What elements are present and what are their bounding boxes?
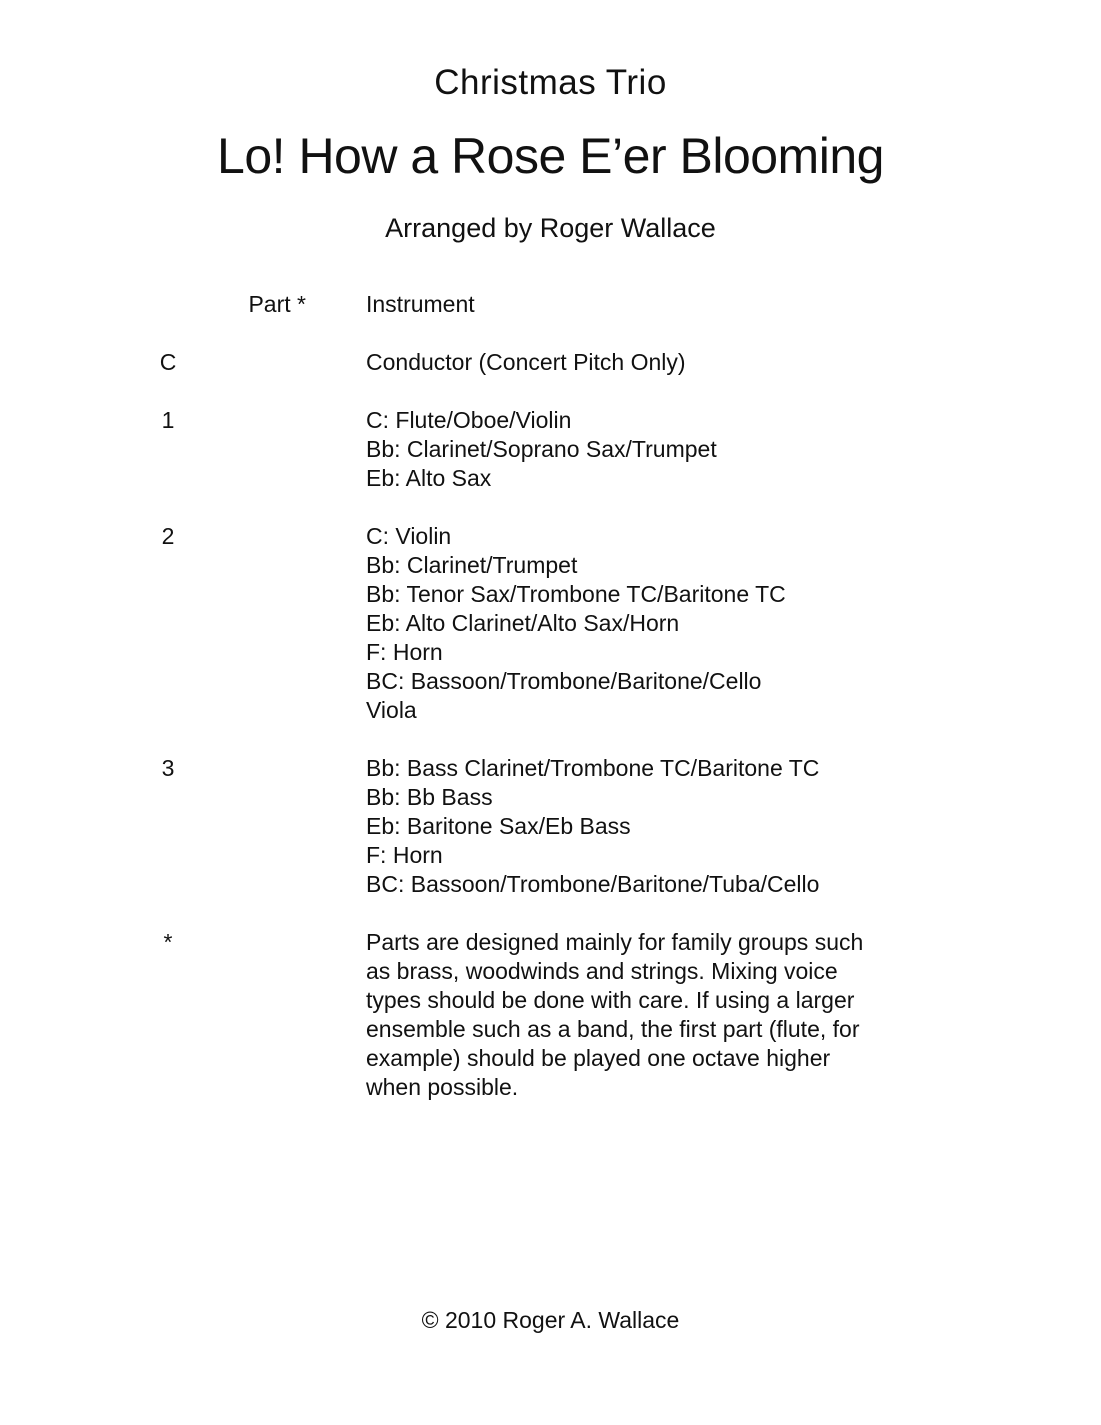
- instrument-list: [336, 754, 866, 899]
- instrument-list: [336, 406, 866, 493]
- parts-table-rows: [0, 348, 1101, 899]
- part-number: 3: [161, 755, 175, 781]
- instrument-line: F: Horn: [366, 842, 443, 868]
- copyright-notice: © 2010 Roger A. Wallace: [421, 1307, 680, 1333]
- piece-title: Lo! How a Rose E’er Blooming: [217, 128, 884, 184]
- parts-table-header: [0, 290, 1101, 319]
- note-marker: *: [163, 929, 173, 955]
- part-row: [0, 348, 1101, 377]
- instrument-list: [336, 522, 866, 725]
- instrument-line: Bb: Bb Bass: [366, 784, 493, 810]
- note-text: Parts are designed mainly for family groups such as brass, woodwinds and strings. Mixing voice types should be done with care. If using a larger ensemble such as a band, the first part (flute, for example) should be played one octave higher when possible.: [366, 929, 864, 1100]
- instrument-line: Eb: Alto Clarinet/Alto Sax/Horn: [366, 610, 680, 636]
- part-row: [0, 754, 1101, 899]
- parts-note: [0, 928, 1101, 1102]
- instrument-line: F: Horn: [366, 639, 443, 665]
- instrument-line: Bb: Clarinet/Soprano Sax/Trumpet: [366, 436, 717, 462]
- instrument-line: BC: Bassoon/Trombone/Baritone/Cello: [366, 668, 762, 694]
- instrument-line: C: Flute/Oboe/Violin: [366, 407, 572, 433]
- instrument-line: Bb: Tenor Sax/Trombone TC/Baritone TC: [366, 581, 786, 607]
- part-number: 2: [161, 523, 175, 549]
- instrument-line: Eb: Baritone Sax/Eb Bass: [366, 813, 631, 839]
- instrument-line: Bb: Clarinet/Trumpet: [366, 552, 578, 578]
- instrument-line: Bb: Bass Clarinet/Trombone TC/Baritone TC: [366, 755, 820, 781]
- instrument-line: Conductor (Concert Pitch Only): [366, 349, 686, 375]
- parts-table: [0, 290, 1101, 1131]
- instrument-line: C: Violin: [366, 523, 452, 549]
- part-row: [0, 522, 1101, 725]
- series-title: Christmas Trio: [434, 63, 667, 102]
- part-column-header: Part *: [248, 291, 306, 317]
- instrument-line: BC: Bassoon/Trombone/Baritone/Tuba/Cello: [366, 871, 820, 897]
- instrument-column-header: Instrument: [366, 291, 475, 317]
- part-number: 1: [161, 407, 175, 433]
- part-number: C: [159, 349, 177, 375]
- instrument-line: Eb: Alto Sax: [366, 465, 492, 491]
- arranger-credit: Arranged by Roger Wallace: [385, 213, 716, 243]
- instrument-line: Viola: [366, 697, 417, 723]
- part-row: [0, 406, 1101, 493]
- instrument-list: [336, 348, 866, 377]
